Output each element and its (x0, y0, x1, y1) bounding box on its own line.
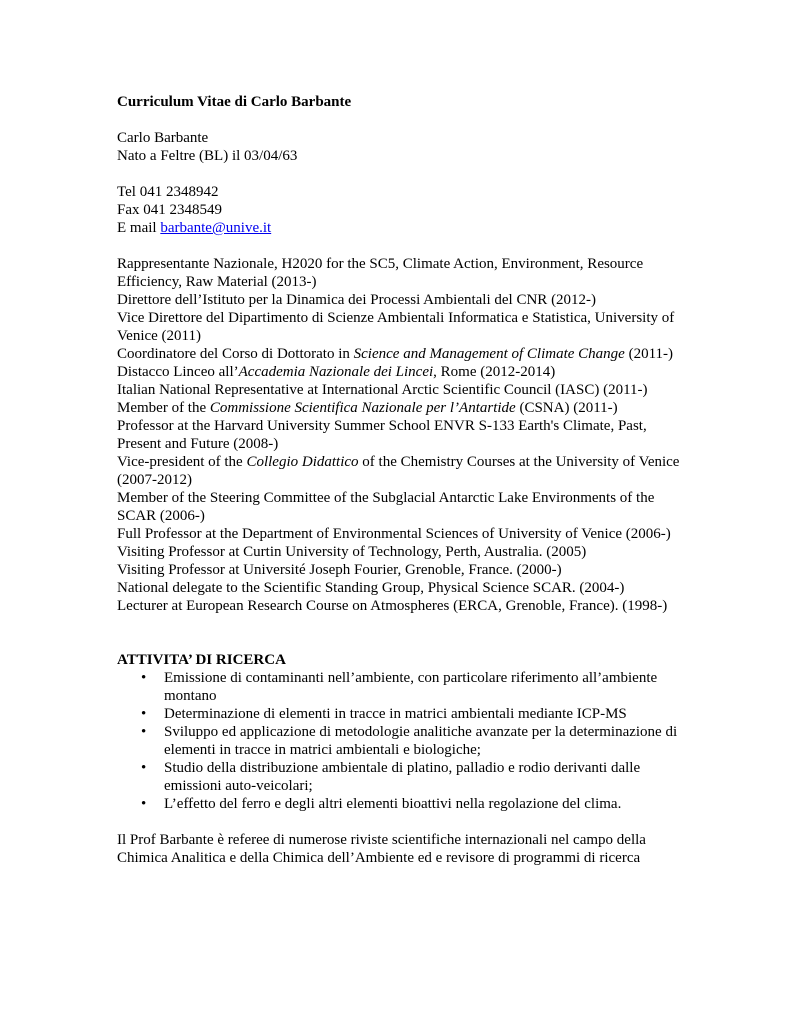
role-entry-text: Vice Direttore del Dipartimento di Scienze Ambientali Informatica e Statistica, University of Venice (2011) (117, 310, 675, 344)
bullet-icon: • (141, 760, 147, 776)
bullet-icon: • (141, 706, 147, 722)
role-entry-text: Coordinatore del Corso di Dottorato in (117, 346, 354, 362)
role-entry-text: (CSNA) (2011-) (515, 400, 618, 416)
research-item (117, 705, 682, 723)
research-item-text: Determinazione di elementi in tracce in matrici ambientali mediante ICP-MS (164, 706, 627, 722)
role-entry-text: Professor at the Harvard University Summer School ENVR S-133 Earth's Climate, Past, Present and Future (2008-) (117, 418, 647, 452)
closing-paragraph: Il Prof Barbante è referee di numerose riviste scientifiche internazionali nel campo della Chimica Analitica e della Chimica dell’Ambiente ed e revisore di programmi di ricerca (117, 832, 646, 866)
email-line (117, 219, 682, 237)
role-entry (117, 597, 682, 615)
role-entry (117, 543, 682, 561)
role-entry (117, 561, 682, 579)
research-item (117, 795, 682, 813)
document-page (117, 93, 682, 867)
role-entry-text: (2011-) (624, 346, 674, 362)
role-entry (117, 579, 682, 597)
role-entry-text: Direttore dell’Istituto per la Dinamica dei Processi Ambientali del CNR (2012-) (117, 292, 597, 308)
role-entry-text: Visiting Professor at Université Joseph Fourier, Grenoble, France. (2000-) (117, 562, 562, 578)
phone-number: Tel 041 2348942 (117, 184, 219, 200)
research-item-text: L’effetto del ferro e degli altri elementi bioattivi nella regolazione del clima. (164, 796, 622, 812)
spacer (117, 237, 682, 255)
role-entry-text: National delegate to the Scientific Standing Group, Physical Science SCAR. (2004-) (117, 580, 625, 596)
roles-list (117, 255, 682, 615)
role-entry-text: Lecturer at European Research Course on Atmospheres (ERCA, Grenoble, France). (1998-) (117, 598, 668, 614)
role-entry (117, 291, 682, 309)
role-entry (117, 363, 682, 381)
bullet-icon: • (141, 796, 147, 812)
document-title: Curriculum Vitae di Carlo Barbante (117, 94, 352, 110)
role-entry (117, 489, 682, 525)
fax-number: Fax 041 2348549 (117, 202, 222, 218)
role-entry (117, 381, 682, 399)
role-entry (117, 453, 682, 489)
role-entry-text: Full Professor at the Department of Environmental Sciences of University of Venice (2006-) (117, 526, 671, 542)
identity-block (117, 129, 682, 165)
role-entry-text: Rappresentante Nazionale, H2020 for the SC5, Climate Action, Environment, Resource Efficiency, Raw Material (2013-) (117, 256, 644, 290)
role-entry-text: Distacco Linceo all’ (117, 364, 239, 380)
role-entry (117, 309, 682, 345)
role-entry (117, 417, 682, 453)
email-label: E mail (117, 220, 161, 236)
role-entry (117, 399, 682, 417)
research-item (117, 723, 682, 759)
research-list (117, 669, 682, 813)
spacer (117, 813, 682, 831)
bullet-icon: • (141, 670, 147, 686)
role-entry-italic-text: Science and Management of Climate Change (353, 346, 625, 362)
research-item (117, 759, 682, 795)
role-entry-text: Vice-president of the (117, 454, 247, 470)
role-entry-italic-text: Accademia Nazionale dei Lincei (238, 364, 434, 380)
role-entry-italic-text: Commissione Scientifica Nazionale per l’Antartide (209, 400, 516, 416)
role-entry-text: Visiting Professor at Curtin University of Technology, Perth, Australia. (2005) (117, 544, 587, 560)
birth-info: Nato a Feltre (BL) il 03/04/63 (117, 148, 298, 164)
role-entry-text: Member of the Steering Committee of the Subglacial Antarctic Lake Environments of the SCAR (2006-) (117, 490, 655, 524)
role-entry-text: of the Chemistry Courses at the University of Venice (2007-2012) (117, 454, 680, 488)
person-name: Carlo Barbante (117, 130, 209, 146)
research-heading: ATTIVITA’ DI RICERCA (117, 652, 286, 668)
role-entry (117, 525, 682, 543)
role-entry-text: Italian National Representative at International Arctic Scientific Council (IASC) (2011-) (117, 382, 648, 398)
email-link[interactable]: barbante@unive.it (160, 220, 272, 236)
spacer (117, 165, 682, 183)
spacer (117, 615, 682, 651)
role-entry-text: , Rome (2012-2014) (433, 364, 556, 380)
research-item-text: Studio della distribuzione ambientale di platino, palladio e rodio derivanti dalle emissioni auto-veicolari; (164, 760, 641, 794)
contacts-block (117, 183, 682, 237)
role-entry-italic-text: Collegio Didattico (246, 454, 359, 470)
research-item-text: Sviluppo ed applicazione di metodologie analitiche avanzate per la determinazione di elementi in tracce in matrici ambientali e biologiche; (164, 724, 678, 758)
role-entry-text: Member of the (117, 400, 210, 416)
research-item-text: Emissione di contaminanti nell’ambiente, con particolare riferimento all’ambiente montano (164, 670, 658, 704)
research-item (117, 669, 682, 705)
role-entry (117, 345, 682, 363)
bullet-icon: • (141, 724, 147, 740)
spacer (117, 111, 682, 129)
role-entry (117, 255, 682, 291)
